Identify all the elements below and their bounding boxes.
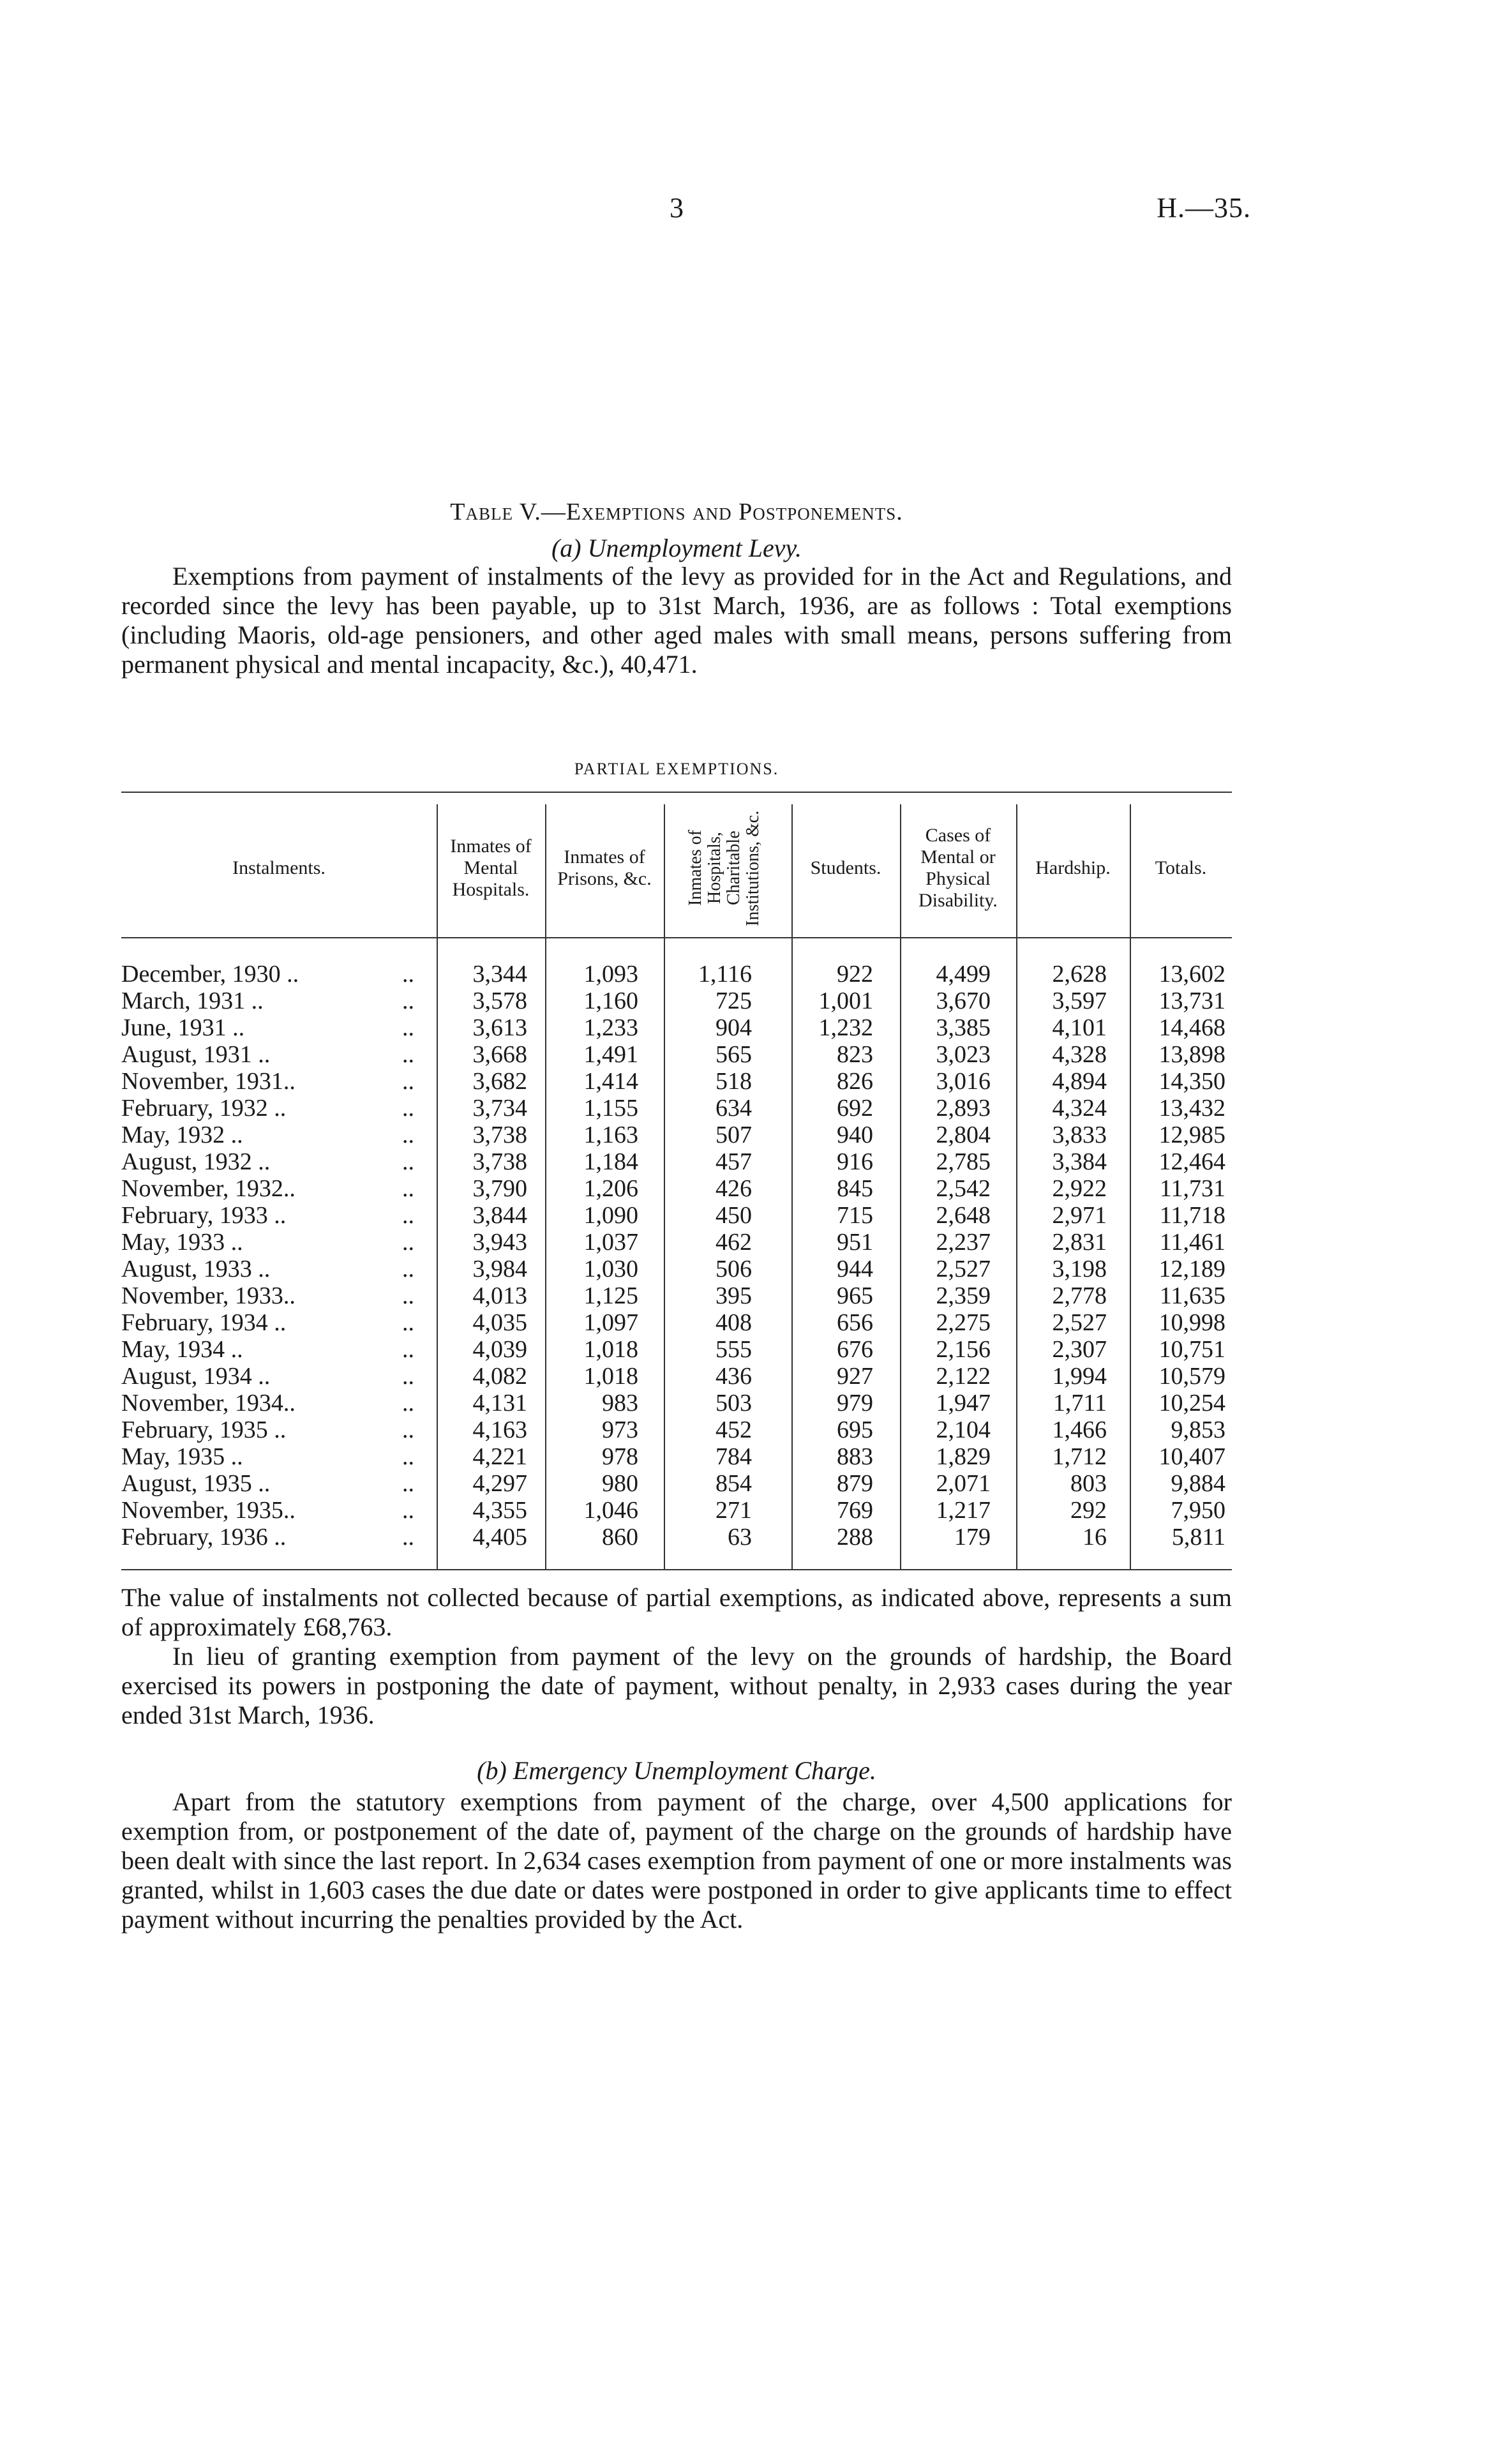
cell-disability: 3,016	[936, 1068, 991, 1095]
cell-prisons: 1,097	[583, 1309, 638, 1336]
cell-totals: 11,718	[1159, 1202, 1225, 1229]
cell-mental: 3,734	[472, 1095, 527, 1122]
cell-students: 656	[837, 1309, 873, 1336]
column-header-prisons: Inmates of Prisons, &c.	[557, 846, 652, 889]
table-row	[121, 1309, 1232, 1336]
row-leader-dots: ..	[402, 1497, 414, 1524]
cell-disability: 1,217	[936, 1497, 991, 1524]
cell-disability: 2,893	[936, 1095, 991, 1122]
cell-charitable: 555	[716, 1336, 752, 1363]
cell-prisons: 1,184	[583, 1148, 638, 1175]
cell-disability: 2,104	[936, 1416, 991, 1443]
cell-hardship: 3,384	[1052, 1148, 1107, 1175]
cell-totals: 12,464	[1158, 1148, 1225, 1175]
section-a-subtitle: (a) Unemployment Levy.	[551, 534, 802, 562]
row-label: February, 1936 ..	[121, 1524, 287, 1551]
row-label: August, 1931 ..	[121, 1041, 271, 1068]
cell-charitable: 63	[728, 1524, 752, 1551]
row-leader-dots: ..	[402, 1470, 414, 1497]
cell-charitable: 395	[716, 1282, 752, 1309]
row-label: November, 1931..	[121, 1068, 296, 1095]
cell-mental: 4,035	[472, 1309, 527, 1336]
cell-charitable: 507	[716, 1122, 752, 1148]
cell-totals: 13,731	[1158, 988, 1225, 1014]
cell-students: 940	[837, 1122, 873, 1148]
column-header-hardship: Hardship.	[1035, 857, 1111, 878]
cell-disability: 2,071	[936, 1470, 991, 1497]
cell-charitable: 565	[716, 1041, 752, 1068]
cell-prisons: 983	[602, 1390, 638, 1416]
partial-exemptions-heading: PARTIAL EXEMPTIONS.	[574, 760, 779, 778]
section-b-paragraph: Apart from the statutory exemptions from payment of the charge, over 4,500 applications for exemption from, or postponement of the date of, payment of the charge on the grounds of hardship have been dealt with since the last report. In 2,634 cases exemption from payment of one or more instalments was granted, whilst in 1,603 cases the due date or dates were postponed in order to give applicants time to effect payment without incurring the penalties provided by the Act.	[121, 1787, 1232, 1934]
cell-prisons: 1,018	[583, 1336, 638, 1363]
cell-charitable: 854	[716, 1470, 752, 1497]
cell-students: 676	[837, 1336, 873, 1363]
cell-disability: 2,804	[936, 1122, 991, 1148]
cell-charitable: 634	[716, 1095, 752, 1122]
row-leader-dots: ..	[402, 1202, 414, 1229]
cell-hardship: 2,778	[1052, 1282, 1107, 1309]
cell-students: 979	[837, 1390, 873, 1416]
row-leader-dots: ..	[402, 1256, 414, 1282]
cell-prisons: 1,491	[583, 1041, 638, 1068]
column-header-students: Students.	[810, 857, 881, 878]
row-label: December, 1930 ..	[121, 961, 299, 988]
cell-charitable: 408	[716, 1309, 752, 1336]
cell-hardship: 3,833	[1052, 1122, 1107, 1148]
row-label: February, 1932 ..	[121, 1095, 287, 1122]
cell-mental: 4,082	[472, 1363, 527, 1390]
cell-mental: 3,790	[472, 1175, 527, 1202]
cell-totals: 10,254	[1158, 1390, 1225, 1416]
row-leader-dots: ..	[402, 1041, 414, 1068]
table-header-rule	[121, 937, 1232, 938]
cell-students: 879	[837, 1470, 873, 1497]
cell-mental: 3,738	[472, 1148, 527, 1175]
cell-disability: 3,670	[936, 988, 991, 1014]
row-leader-dots: ..	[402, 1095, 414, 1122]
cell-disability: 2,359	[936, 1282, 991, 1309]
cell-disability: 2,785	[936, 1148, 991, 1175]
cell-prisons: 1,030	[583, 1256, 638, 1282]
cell-hardship: 1,994	[1052, 1363, 1107, 1390]
cell-charitable: 503	[716, 1390, 752, 1416]
cell-hardship: 2,307	[1052, 1336, 1107, 1363]
cell-hardship: 4,328	[1052, 1041, 1107, 1068]
table-row	[121, 961, 1232, 988]
row-leader-dots: ..	[402, 1363, 414, 1390]
cell-students: 944	[837, 1256, 873, 1282]
table-row	[121, 1175, 1232, 1202]
cell-students: 883	[837, 1443, 873, 1470]
table-row	[121, 1229, 1232, 1256]
cell-students: 951	[837, 1229, 873, 1256]
row-leader-dots: ..	[402, 1068, 414, 1095]
cell-students: 692	[837, 1095, 873, 1122]
cell-hardship: 2,831	[1052, 1229, 1107, 1256]
cell-mental: 3,738	[472, 1122, 527, 1148]
cell-hardship: 16	[1083, 1524, 1107, 1551]
cell-mental: 4,355	[472, 1497, 527, 1524]
cell-mental: 4,131	[472, 1390, 527, 1416]
row-leader-dots: ..	[402, 1229, 414, 1256]
cell-charitable: 462	[716, 1229, 752, 1256]
cell-hardship: 2,527	[1052, 1309, 1107, 1336]
cell-mental: 4,221	[472, 1443, 527, 1470]
cell-totals: 13,898	[1158, 1041, 1225, 1068]
document-reference: H.—35.	[1157, 192, 1251, 223]
cell-disability: 4,499	[936, 961, 991, 988]
cell-totals: 10,407	[1158, 1443, 1225, 1470]
cell-prisons: 1,233	[583, 1014, 638, 1041]
row-leader-dots: ..	[402, 961, 414, 988]
cell-prisons: 1,093	[583, 961, 638, 988]
row-leader-dots: ..	[402, 1443, 414, 1470]
hardship-postponement-paragraph: In lieu of granting exemption from payment of the levy on the grounds of hardship, the Board exercised its powers in postponing the date of payment, without penalty, in 2,933 cases during the year ended 31st March, 1936.	[121, 1642, 1232, 1729]
cell-charitable: 436	[716, 1363, 752, 1390]
column-header-mental-hospitals: Inmates of Mental Hospitals.	[450, 836, 532, 900]
cell-mental: 4,039	[472, 1336, 527, 1363]
cell-totals: 5,811	[1171, 1524, 1225, 1551]
row-label: May, 1934 ..	[121, 1336, 243, 1363]
cell-prisons: 1,018	[583, 1363, 638, 1390]
row-label: November, 1934..	[121, 1390, 296, 1416]
cell-students: 715	[837, 1202, 873, 1229]
cell-disability: 2,156	[936, 1336, 991, 1363]
cell-hardship: 4,101	[1052, 1014, 1107, 1041]
row-label: March, 1931 ..	[121, 988, 264, 1014]
row-label: May, 1933 ..	[121, 1229, 243, 1256]
table-title: Table V.—Exemptions and Postponements.	[450, 499, 903, 525]
cell-mental: 3,682	[472, 1068, 527, 1095]
cell-charitable: 506	[716, 1256, 752, 1282]
cell-mental: 4,297	[472, 1470, 527, 1497]
cell-prisons: 973	[602, 1416, 638, 1443]
cell-mental: 3,668	[472, 1041, 527, 1068]
cell-students: 927	[837, 1363, 873, 1390]
cell-totals: 10,579	[1158, 1363, 1225, 1390]
row-leader-dots: ..	[402, 1175, 414, 1202]
cell-charitable: 426	[716, 1175, 752, 1202]
row-label: August, 1935 ..	[121, 1470, 271, 1497]
row-label: August, 1934 ..	[121, 1363, 271, 1390]
cell-students: 823	[837, 1041, 873, 1068]
row-leader-dots: ..	[402, 1390, 414, 1416]
cell-totals: 12,985	[1158, 1122, 1225, 1148]
cell-prisons: 980	[602, 1470, 638, 1497]
partial-exemptions-table	[121, 792, 1232, 1570]
cell-hardship: 3,597	[1052, 988, 1107, 1014]
cell-totals: 11,731	[1159, 1175, 1225, 1202]
cell-mental: 3,844	[472, 1202, 527, 1229]
cell-charitable: 452	[716, 1416, 752, 1443]
row-label: August, 1932 ..	[121, 1148, 271, 1175]
cell-hardship: 2,922	[1052, 1175, 1107, 1202]
cell-students: 965	[837, 1282, 873, 1309]
cell-disability: 2,275	[936, 1309, 991, 1336]
section-a-intro-paragraph: Exemptions from payment of instalments of the levy as provided for in the Act and Regulations, and recorded since the levy has been payable, up to 31st March, 1936, are as follows : Total exemptions (including Maoris, old-age pensioners, and other aged males with small means, persons suffering from permanent physical and mental incapacity, &c.), 40,471.	[121, 562, 1232, 679]
cell-disability: 2,527	[936, 1256, 991, 1282]
cell-totals: 10,751	[1158, 1336, 1225, 1363]
table-top-rule	[121, 792, 1232, 793]
cell-totals: 9,884	[1171, 1470, 1225, 1497]
row-leader-dots: ..	[402, 1014, 414, 1041]
row-leader-dots: ..	[402, 1122, 414, 1148]
table-row	[121, 1122, 1232, 1148]
row-leader-dots: ..	[402, 1148, 414, 1175]
cell-totals: 10,998	[1158, 1309, 1225, 1336]
row-label: May, 1935 ..	[121, 1443, 243, 1470]
cell-students: 288	[837, 1524, 873, 1551]
column-header-disability: Cases of Mental or Physical Disability.	[918, 825, 998, 911]
row-leader-dots: ..	[402, 1309, 414, 1336]
cell-charitable: 457	[716, 1148, 752, 1175]
cell-charitable: 271	[716, 1497, 752, 1524]
cell-totals: 14,350	[1158, 1068, 1225, 1095]
cell-mental: 3,613	[472, 1014, 527, 1041]
row-label: June, 1931 ..	[121, 1014, 245, 1041]
cell-charitable: 725	[716, 988, 752, 1014]
column-header-instalments: Instalments.	[232, 857, 326, 878]
row-label: May, 1932 ..	[121, 1122, 243, 1148]
row-leader-dots: ..	[402, 1282, 414, 1309]
table-row	[121, 1014, 1232, 1041]
cell-mental: 4,163	[472, 1416, 527, 1443]
cell-hardship: 1,466	[1052, 1416, 1107, 1443]
cell-totals: 12,189	[1158, 1256, 1225, 1282]
cell-hardship: 1,712	[1052, 1443, 1107, 1470]
table-row	[121, 1148, 1232, 1175]
cell-hardship: 2,628	[1052, 961, 1107, 988]
cell-students: 769	[837, 1497, 873, 1524]
table-row	[121, 1256, 1232, 1282]
column-header-charitable-institutions: Inmates of Hospitals, Charitable Institutions, &c.	[686, 810, 763, 926]
row-label: November, 1932..	[121, 1175, 296, 1202]
row-label: August, 1933 ..	[121, 1256, 271, 1282]
cell-hardship: 2,971	[1052, 1202, 1107, 1229]
row-label: November, 1935..	[121, 1497, 296, 1524]
cell-hardship: 1,711	[1053, 1390, 1107, 1416]
cell-mental: 3,344	[472, 961, 527, 988]
row-label: November, 1933..	[121, 1282, 296, 1309]
table-row	[121, 1390, 1232, 1416]
cell-disability: 3,023	[936, 1041, 991, 1068]
cell-charitable: 1,116	[698, 961, 752, 988]
cell-mental: 3,578	[472, 988, 527, 1014]
cell-prisons: 1,037	[583, 1229, 638, 1256]
cell-mental: 4,405	[472, 1524, 527, 1551]
cell-students: 1,001	[818, 988, 873, 1014]
cell-prisons: 1,163	[583, 1122, 638, 1148]
cell-disability: 2,237	[936, 1229, 991, 1256]
cell-totals: 13,602	[1158, 961, 1225, 988]
cell-charitable: 518	[716, 1068, 752, 1095]
cell-mental: 3,984	[472, 1256, 527, 1282]
cell-charitable: 450	[716, 1202, 752, 1229]
table-row	[121, 1443, 1232, 1470]
row-label: February, 1935 ..	[121, 1416, 287, 1443]
table-row	[121, 1497, 1232, 1524]
row-label: February, 1934 ..	[121, 1309, 287, 1336]
cell-prisons: 1,206	[583, 1175, 638, 1202]
row-leader-dots: ..	[402, 1336, 414, 1363]
row-label: February, 1933 ..	[121, 1202, 287, 1229]
cell-totals: 9,853	[1171, 1416, 1225, 1443]
cell-hardship: 4,894	[1052, 1068, 1107, 1095]
cell-totals: 13,432	[1158, 1095, 1225, 1122]
table-row	[121, 1202, 1232, 1229]
cell-prisons: 1,090	[583, 1202, 638, 1229]
row-leader-dots: ..	[402, 1416, 414, 1443]
cell-disability: 2,122	[936, 1363, 991, 1390]
cell-totals: 11,635	[1159, 1282, 1225, 1309]
cell-students: 845	[837, 1175, 873, 1202]
cell-hardship: 4,324	[1052, 1095, 1107, 1122]
cell-hardship: 803	[1070, 1470, 1107, 1497]
cell-prisons: 1,125	[583, 1282, 638, 1309]
table-row	[121, 1524, 1232, 1551]
table-row	[121, 988, 1232, 1014]
table-row	[121, 1363, 1232, 1390]
cell-disability: 1,829	[936, 1443, 991, 1470]
page-number: 3	[670, 192, 684, 223]
table-row	[121, 1282, 1232, 1309]
table-row	[121, 1470, 1232, 1497]
table-row	[121, 1068, 1232, 1095]
cell-prisons: 1,046	[583, 1497, 638, 1524]
cell-disability: 179	[954, 1524, 991, 1551]
cell-totals: 14,468	[1158, 1014, 1225, 1041]
table-row	[121, 1336, 1232, 1363]
cell-charitable: 784	[716, 1443, 752, 1470]
table-row	[121, 1041, 1232, 1068]
cell-mental: 3,943	[472, 1229, 527, 1256]
cell-prisons: 978	[602, 1443, 638, 1470]
column-header-totals: Totals.	[1155, 857, 1207, 878]
partial-exemptions-value-paragraph: The value of instalments not collected because of partial exemptions, as indicated above, represents a sum of approximately £68,763.	[121, 1583, 1232, 1641]
cell-prisons: 1,160	[583, 988, 638, 1014]
cell-prisons: 860	[602, 1524, 638, 1551]
cell-students: 916	[837, 1148, 873, 1175]
cell-disability: 1,947	[936, 1390, 991, 1416]
cell-disability: 3,385	[936, 1014, 991, 1041]
cell-students: 1,232	[818, 1014, 873, 1041]
row-leader-dots: ..	[402, 988, 414, 1014]
table-row	[121, 1416, 1232, 1443]
section-b-subtitle: (b) Emergency Unemployment Charge.	[477, 1756, 876, 1785]
cell-prisons: 1,414	[583, 1068, 638, 1095]
cell-prisons: 1,155	[583, 1095, 638, 1122]
row-leader-dots: ..	[402, 1524, 414, 1551]
cell-students: 826	[837, 1068, 873, 1095]
cell-students: 922	[837, 961, 873, 988]
cell-mental: 4,013	[472, 1282, 527, 1309]
cell-hardship: 292	[1070, 1497, 1107, 1524]
cell-totals: 11,461	[1159, 1229, 1225, 1256]
cell-totals: 7,950	[1171, 1497, 1225, 1524]
cell-disability: 2,542	[936, 1175, 991, 1202]
table-bottom-rule	[121, 1569, 1232, 1570]
table-row	[121, 1095, 1232, 1122]
cell-charitable: 904	[716, 1014, 752, 1041]
cell-students: 695	[837, 1416, 873, 1443]
cell-hardship: 3,198	[1052, 1256, 1107, 1282]
cell-disability: 2,648	[936, 1202, 991, 1229]
